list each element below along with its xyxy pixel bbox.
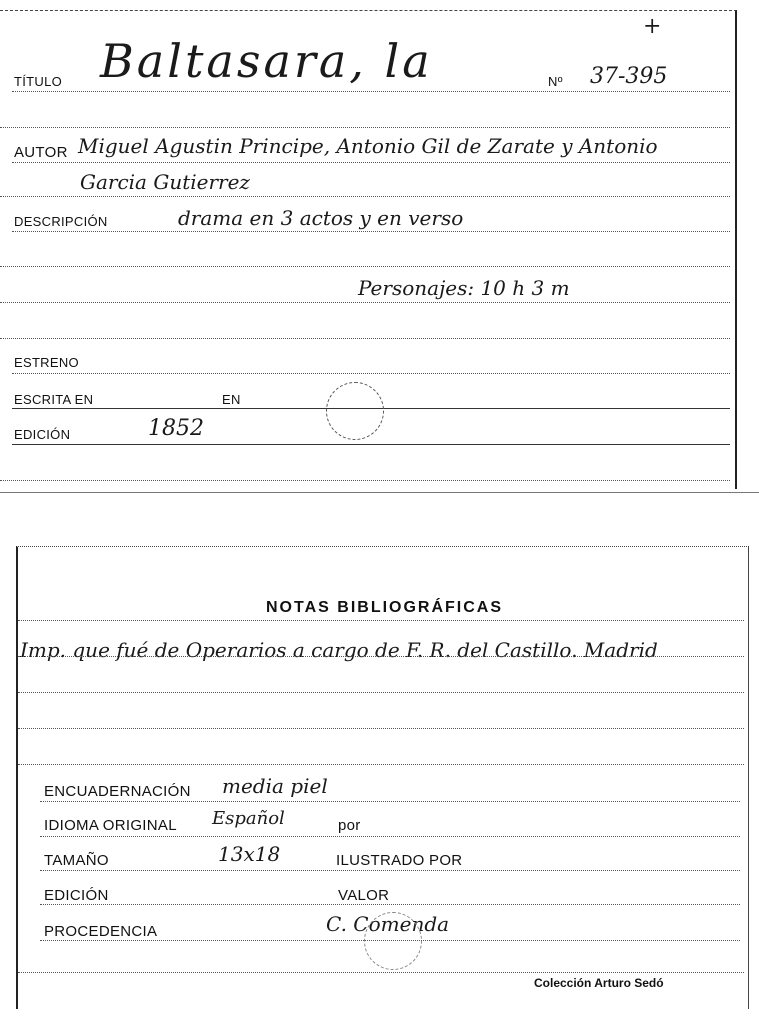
idioma-value: Español bbox=[212, 808, 285, 829]
edicion-label-top: EDICIÓN bbox=[14, 427, 71, 442]
blank-line-4 bbox=[0, 338, 730, 339]
en-label: EN bbox=[222, 392, 241, 407]
numero-label: Nº bbox=[548, 74, 563, 89]
titulo-label: TÍTULO bbox=[14, 74, 63, 89]
blank-line-3 bbox=[0, 302, 730, 303]
valor-label: VALOR bbox=[338, 887, 390, 904]
procedencia-value: C. Comenda bbox=[326, 912, 450, 936]
notas-line-4 bbox=[18, 764, 744, 765]
descripcion-line bbox=[12, 231, 730, 232]
titulo-value: Baltasara, la bbox=[100, 34, 433, 88]
notas-value: Imp. que fué de Operarios a cargo de F. R. del Castillo. Madrid bbox=[20, 638, 658, 662]
estreno-label: ESTRENO bbox=[14, 355, 79, 370]
faded-stamp bbox=[326, 382, 384, 440]
faded-stamp-bottom bbox=[364, 912, 422, 970]
escrita-en-label: ESCRITA EN bbox=[14, 392, 94, 407]
blank-line-2 bbox=[0, 266, 730, 267]
bottom-line bbox=[18, 972, 744, 973]
edicion-label-bottom: EDICIÓN bbox=[44, 887, 109, 904]
descripcion-value: drama en 3 actos y en verso bbox=[178, 206, 464, 230]
notas-heading: NOTAS BIBLIOGRÁFICAS bbox=[266, 599, 504, 616]
coleccion-label: Colección Arturo Sedó bbox=[534, 976, 664, 990]
personajes-value: Personajes: 10 h 3 m bbox=[358, 276, 570, 300]
procedencia-line bbox=[40, 940, 740, 941]
blank-line-1 bbox=[0, 127, 730, 128]
autor-line-2 bbox=[0, 196, 730, 197]
autor-value-line2: Garcia Gutierrez bbox=[80, 170, 250, 194]
autor-line bbox=[12, 162, 730, 163]
notas-line-3 bbox=[18, 728, 744, 729]
blank-line-5 bbox=[0, 480, 730, 481]
edicion-line-bottom bbox=[40, 904, 740, 905]
numero-value: 37-395 bbox=[590, 64, 668, 89]
notas-line-2 bbox=[18, 692, 744, 693]
cross-mark: + bbox=[643, 14, 662, 39]
tamano-line bbox=[40, 870, 740, 871]
idioma-line bbox=[40, 836, 740, 837]
por-label: por bbox=[338, 817, 361, 834]
titulo-line bbox=[12, 91, 730, 92]
autor-value-line1: Miguel Agustin Principe, Antonio Gil de Zarate y Antonio bbox=[78, 134, 658, 158]
card-divider bbox=[0, 492, 759, 493]
encuadernacion-value: media piel bbox=[222, 774, 328, 798]
notas-line-1 bbox=[18, 656, 744, 657]
tamano-label: TAMAÑO bbox=[44, 852, 109, 869]
edicion-line-top bbox=[12, 444, 730, 445]
descripcion-label: DESCRIPCIÓN bbox=[14, 214, 108, 229]
edicion-value-top: 1852 bbox=[148, 416, 204, 441]
procedencia-label: PROCEDENCIA bbox=[44, 923, 158, 940]
idioma-label: IDIOMA ORIGINAL bbox=[44, 817, 177, 834]
autor-label: AUTOR bbox=[14, 144, 68, 161]
estreno-line bbox=[12, 373, 730, 374]
tamano-value: 13x18 bbox=[218, 842, 281, 866]
encuadernacion-label: ENCUADERNACIÓN bbox=[44, 783, 191, 800]
encuadernacion-line bbox=[40, 801, 740, 802]
ilustrado-label: ILUSTRADO POR bbox=[336, 852, 463, 869]
notas-heading-line bbox=[18, 620, 744, 621]
